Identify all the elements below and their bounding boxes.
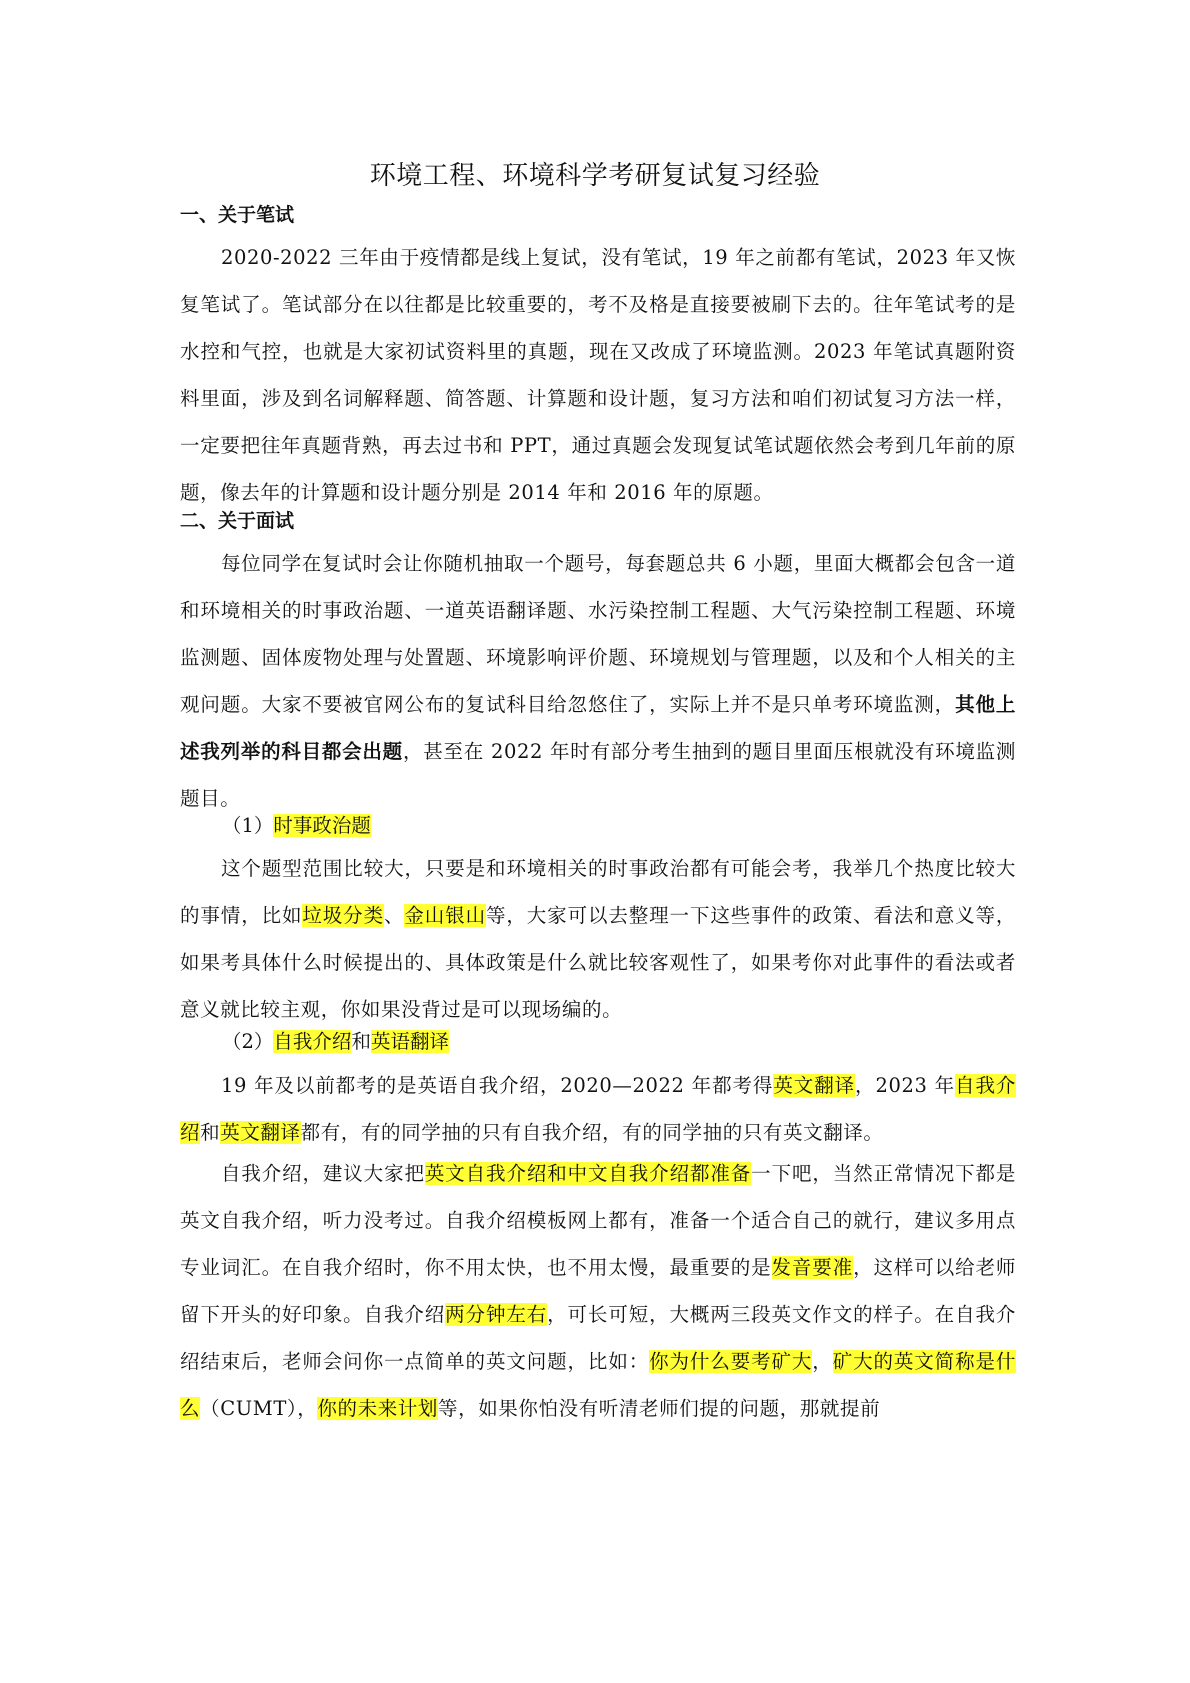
interview-text-a: 每位同学在复试时会让你随机抽取一个题号，每套题总共 6 小题，里面大概都会包含一道和环境相关的时事政治题、一道英语翻译题、水污染控制工程题、大气污染控制工程题、环境监测题、固体废物处理与处置题、环境影响评价题、环境规划与管理题，以及和个人相关的主观问题。大家不要被官网公布的复试科目给忽悠住了，实际上并不是只单考环境监测， bbox=[180, 552, 1016, 716]
text: ，这样可以给老师留下开头的好印象。自我介绍 bbox=[180, 1256, 1016, 1326]
paragraph-self-intro-advice bbox=[180, 1150, 1016, 1432]
text: 自我介绍，建议大家把 bbox=[220, 1162, 425, 1185]
section-heading-interview: 二、关于面试 bbox=[180, 510, 295, 532]
text: 等，如果你怕没有听清老师们提的问题，那就提前 bbox=[438, 1397, 881, 1420]
highlight-text: 矿大的英文简称是什么 bbox=[180, 1350, 1016, 1420]
highlight-text: 发音要准 bbox=[771, 1256, 854, 1279]
text: 一下吧，当然正常情况下都是英文自我介绍，听力没考过。自我介绍模板网上都有，准备一个适合自己的就行，建议多用点专业词汇。在自我介绍时，你不用太快，也不用太慢，最重要的是 bbox=[180, 1162, 1016, 1279]
subheading-label: 自我介绍 bbox=[273, 1030, 352, 1053]
subheading-label: 英语翻译 bbox=[370, 1030, 449, 1053]
text: 都有，有的同学抽的只有自我介绍，有的同学抽的只有英文翻译。 bbox=[300, 1121, 884, 1144]
text: 和 bbox=[351, 1030, 371, 1053]
highlight-text: 你的未来计划 bbox=[317, 1397, 438, 1420]
subheading-number: （2） bbox=[222, 1030, 274, 1053]
text: 19 年及以前都考的是英语自我介绍，2020—2022 年都考得 bbox=[220, 1074, 774, 1097]
text: 等，大家可以去整理一下这些事件的政策、看法和意义等，如果考具体什么时候提出的、具体政策是什么就比较客观性了，如果考你对此事件的看法或者意义就比较主观，你如果没背过是可以现场编的。 bbox=[180, 904, 1016, 1021]
subheading-label: 时事政治题 bbox=[273, 814, 371, 837]
highlight-text: 金山银山 bbox=[404, 904, 486, 927]
text: ，2023 年 bbox=[855, 1074, 956, 1097]
subheading-self-intro-translation bbox=[222, 1027, 449, 1057]
paragraph-self-intro-history bbox=[180, 1062, 1016, 1156]
paragraph-interview bbox=[180, 540, 1016, 822]
subheading-current-affairs bbox=[222, 811, 371, 841]
document-title: 环境工程、环境科学考研复试复习经验 bbox=[369, 161, 821, 191]
highlight-text: 两分钟左右 bbox=[445, 1303, 548, 1326]
paragraph-current-affairs bbox=[180, 845, 1016, 1033]
text: 这个题型范围比较大，只要是和环境相关的时事政治都有可能会考，我举几个热度比较大的事情，比如 bbox=[180, 857, 1016, 927]
paragraph-written-exam: 2020-2022 三年由于疫情都是线上复试，没有笔试，19 年之前都有笔试，2023 年又恢复笔试了。笔试部分在以往都是比较重要的，考不及格是直接要被刷下去的。往年笔试考的是水控和气控，也就是大家初试资料里的真题，现在又改成了环境监测。2023 年笔试真题附资料里面，涉及到名词解释题、简答题、计算题和设计题，复习方法和咱们初试复习方法一样，一定要把往年真题背熟，再去过书和 PPT，通过真题会发现复试笔试题依然会考到几年前的原题，像去年的计算题和设计题分别是 2014 年和 2016 年的原题。 bbox=[180, 246, 1016, 504]
highlight-text: 英文自我介绍和中文自我介绍都准备 bbox=[424, 1162, 752, 1185]
text: ， bbox=[812, 1350, 833, 1373]
highlight-text: 英文翻译 bbox=[773, 1074, 856, 1097]
text: 和 bbox=[200, 1121, 221, 1144]
highlight-text: 你为什么要考矿大 bbox=[649, 1350, 813, 1373]
text: ，可长可短，大概两三段英文作文的样子。在自我介绍结束后，老师会问你一点简单的英文问题，比如： bbox=[180, 1303, 1016, 1373]
text: （CUMT）， bbox=[200, 1397, 318, 1420]
interview-text-bold: 其他上述我列举的科目都会出题 bbox=[180, 693, 1016, 763]
highlight-text: 自我介绍 bbox=[180, 1074, 1016, 1144]
text: 、 bbox=[383, 904, 405, 927]
highlight-text: 垃圾分类 bbox=[302, 904, 384, 927]
section-heading-written-exam: 一、关于笔试 bbox=[180, 204, 295, 226]
interview-text-b: ，甚至在 2022 年时有部分考生抽到的题目里面压根就没有环境监测题目。 bbox=[180, 740, 1016, 810]
highlight-text: 英文翻译 bbox=[220, 1121, 301, 1144]
subheading-number: （1） bbox=[222, 814, 274, 837]
